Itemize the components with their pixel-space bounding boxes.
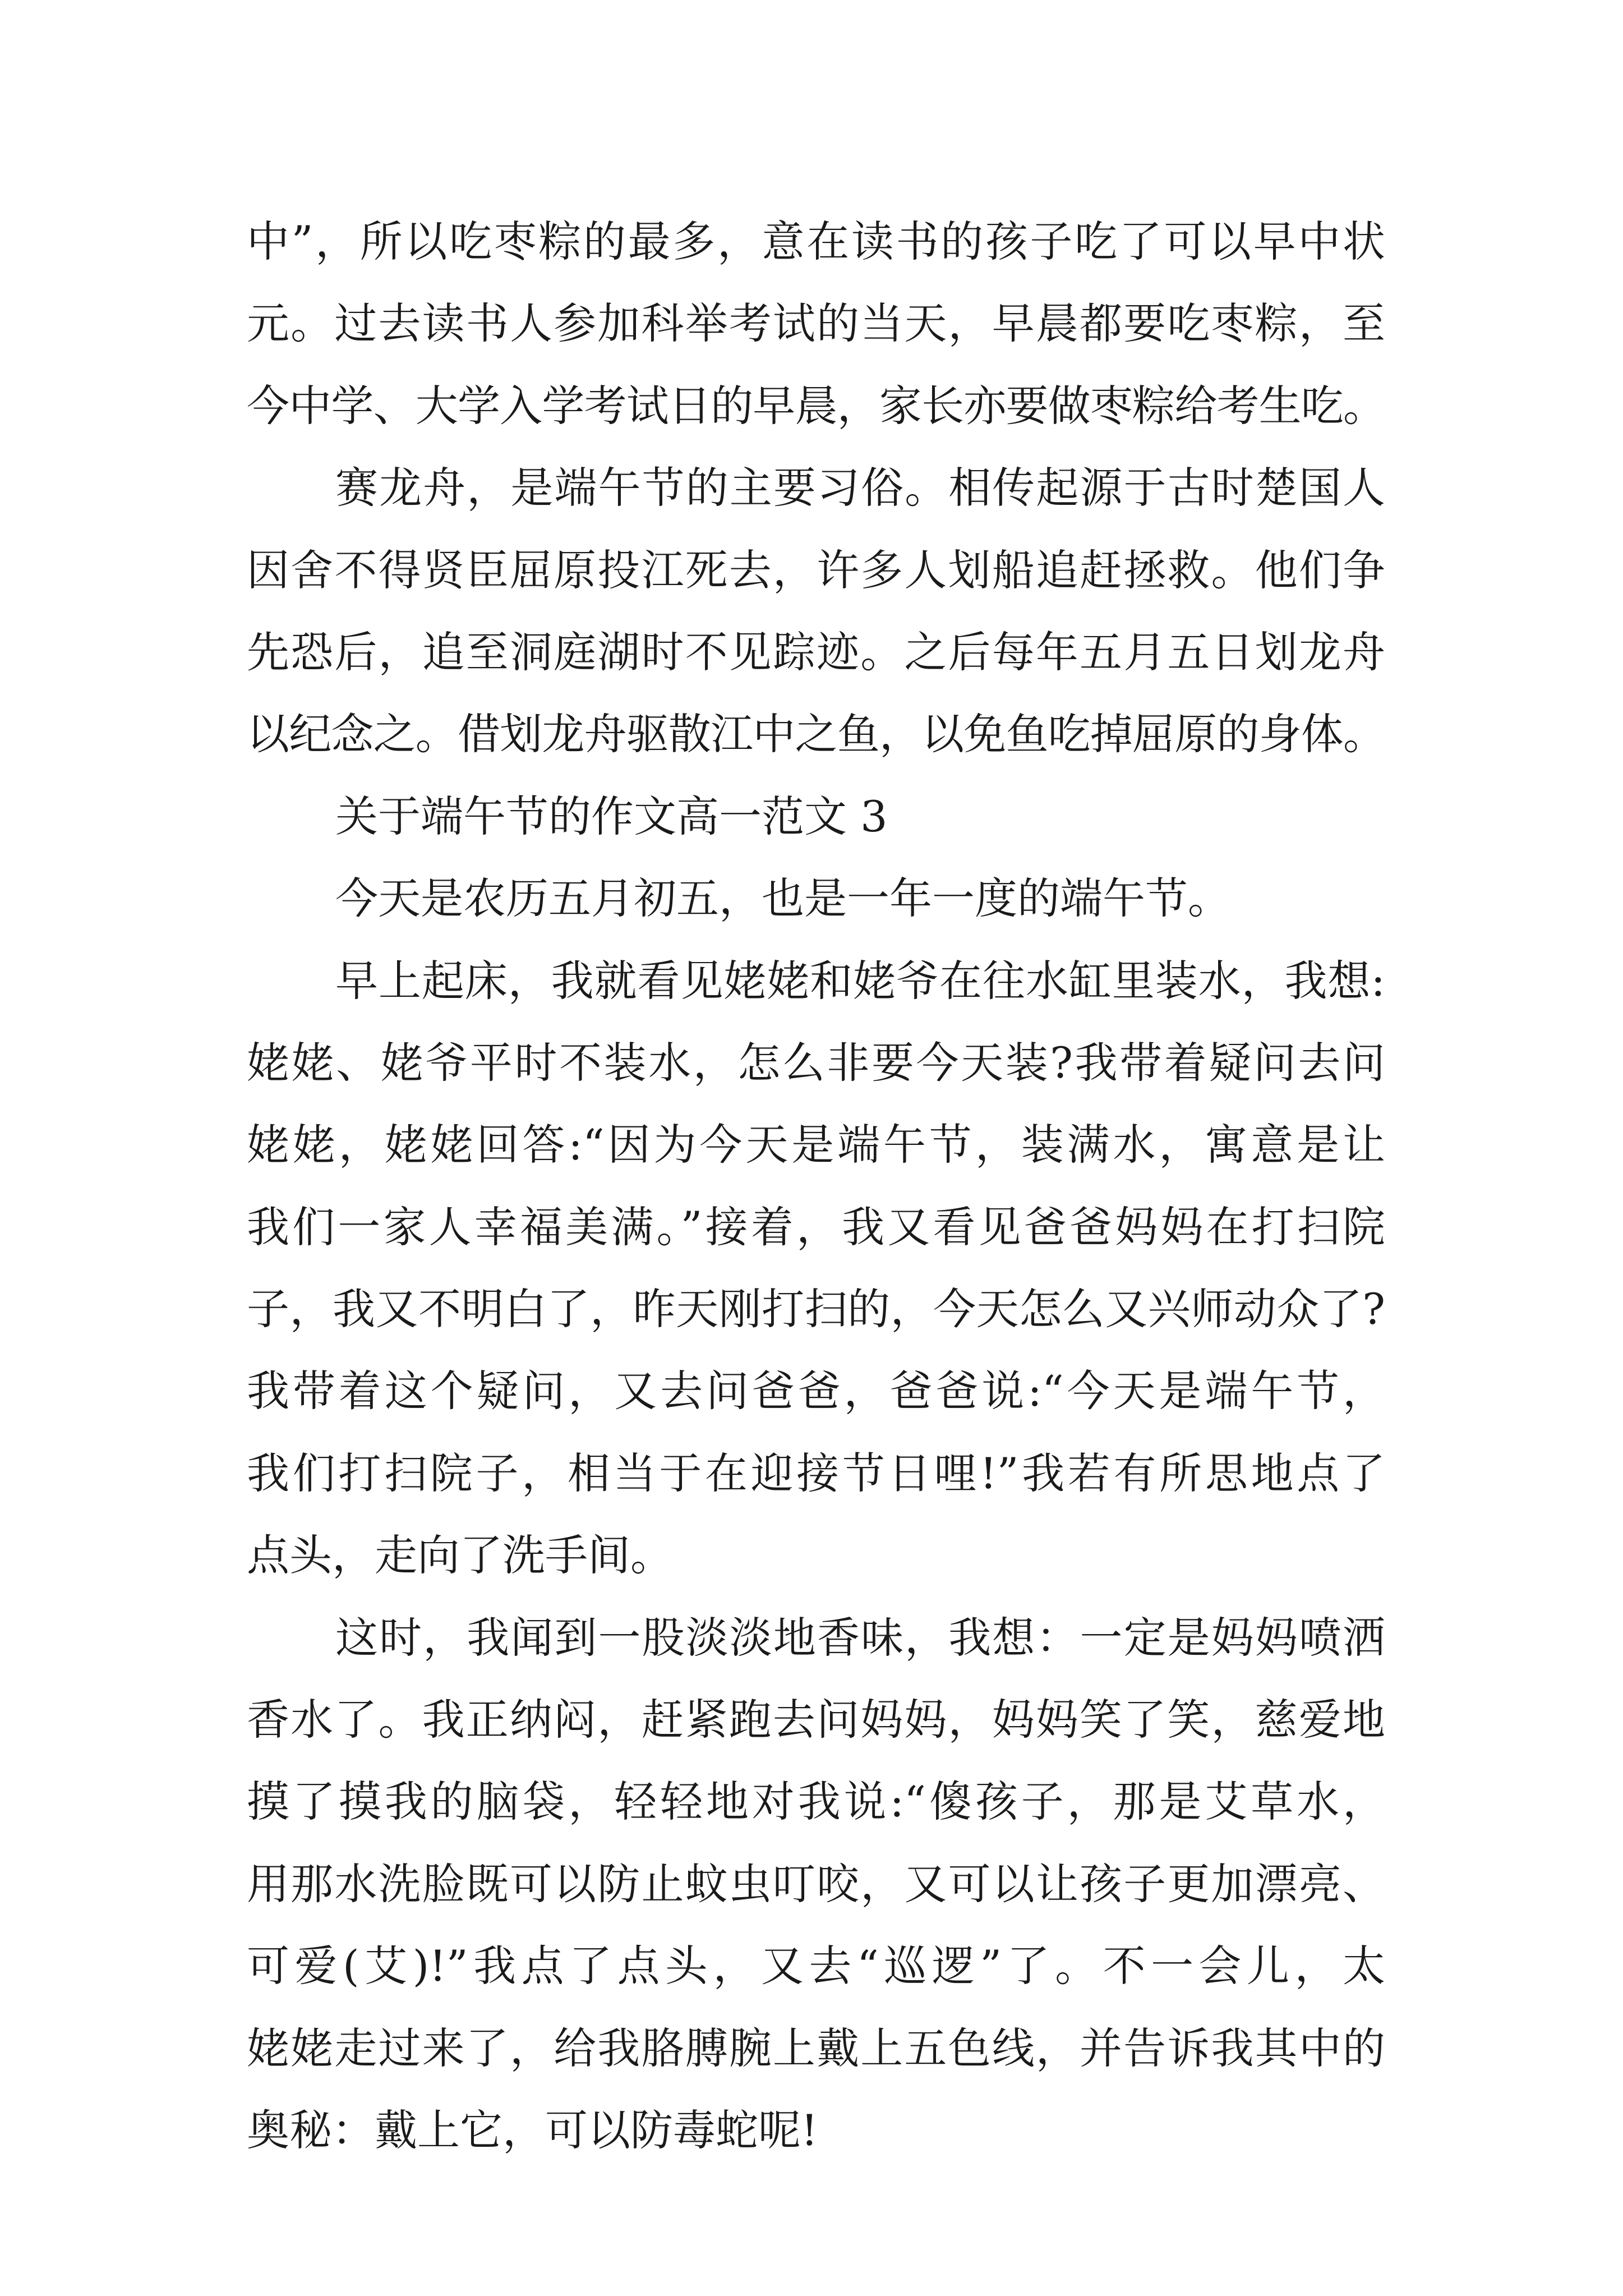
section-heading: 关于端午节的作文高一范文 3 — [335, 791, 888, 841]
text-line: 中”，所以吃枣粽的最多，意在读书的孩子吃了可以早中状 — [247, 217, 1385, 266]
document-body — [247, 201, 1385, 2171]
paragraph-start-line: 这时，我闻到一股淡淡地香味，我想：一定是妈妈喷洒 — [335, 1612, 1385, 1663]
text-line: 子，我又不明白了，昨天刚打扫的，今天怎么又兴师动众了? — [247, 1284, 1385, 1335]
text-line: 摸了摸我的脑袋，轻轻地对我说:“傻孩子，那是艾草水， — [247, 1777, 1385, 1827]
text-line: 先恐后，追至洞庭湖时不见踪迹。之后每年五月五日划龙舟 — [247, 627, 1385, 677]
text-line: 我们打扫院子，相当于在迎接节日哩!”我若有所思地点了 — [247, 1448, 1385, 1498]
text-line: 奥秘：戴上它，可以防毒蛇呢! — [247, 2105, 818, 2155]
text-line: 姥姥走过来了，给我胳膊腕上戴上五色线，并告诉我其中的 — [247, 2023, 1385, 2073]
text-line: 姥姥，姥姥回答:“因为今天是端午节，装满水，寓意是让 — [247, 1120, 1385, 1170]
text-line: 因舍不得贤臣屈原投江死去，许多人划船追赶拯救。他们争 — [247, 545, 1385, 595]
paragraph-start-line: 今天是农历五月初五，也是一年一度的端午节。 — [335, 873, 1230, 924]
text-line: 用那水洗脸既可以防止蚊虫叮咬，又可以让孩子更加漂亮、 — [247, 1858, 1385, 1909]
text-line: 我带着这个疑问，又去问爸爸，爸爸说:“今天是端午节， — [247, 1366, 1385, 1416]
text-line: 姥姥、姥爷平时不装水，怎么非要今天装?我带着疑问去问 — [247, 1037, 1385, 1088]
text-line: 我们一家人幸福美满。”接着，我又看见爸爸妈妈在打扫院 — [247, 1202, 1385, 1252]
text-line: 香水了。我正纳闷，赶紧跑去问妈妈，妈妈笑了笑，慈爱地 — [247, 1695, 1385, 1745]
text-line: 以纪念之。借划龙舟驱散江中之鱼，以免鱼吃掉屈原的身体。 — [247, 709, 1385, 760]
paragraph-start-line: 赛龙舟，是端午节的主要习俗。相传起源于古时楚国人 — [335, 463, 1385, 513]
text-line: 可爱(艾)!”我点了点头，又去“巡逻”了。不一会儿，太 — [247, 1941, 1385, 1991]
text-line: 元。过去读书人参加科举考试的当天，早晨都要吃枣粽，至 — [247, 298, 1385, 349]
text-line: 点头，走向了洗手间。 — [247, 1530, 673, 1581]
paragraph-start-line: 早上起床，我就看见姥姥和姥爷在往水缸里装水，我想: — [335, 955, 1385, 1006]
text-line: 今中学、大学入学考试日的早晨，家长亦要做枣粽给考生吃。 — [247, 380, 1385, 431]
